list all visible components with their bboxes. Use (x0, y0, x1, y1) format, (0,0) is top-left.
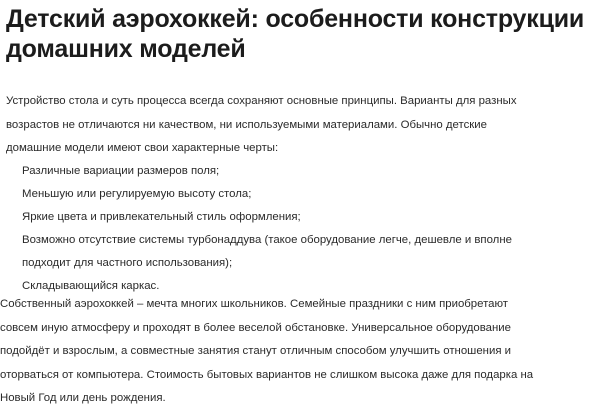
feature-item-folding-frame: Складывающийся каркас. (22, 280, 160, 292)
feature-item-field-size: Различные вариации размеров поля; (22, 165, 220, 177)
closing-paragraph (0, 293, 598, 411)
closing-line-5: Новый Год или день рождения. (0, 392, 166, 404)
feature-item-table-height: Меньшую или регулируемую высоту стола; (22, 188, 252, 200)
article-title-line-2: домашних моделей (6, 35, 246, 63)
features-list (22, 160, 582, 298)
closing-line-2: совсем иную атмосферу и проходят в более веселой обстановке. Универсальное оборудование (0, 321, 511, 334)
closing-line-4: оторваться от компьютера. Стоимость бытовых вариантов не слишком высока даже для подарка на (0, 368, 534, 381)
feature-item-turbo-system-continued: подходит для частного использования); (22, 257, 233, 269)
intro-paragraph (6, 90, 581, 161)
feature-item-colors: Яркие цвета и привлекательный стиль оформления; (22, 211, 301, 223)
article-title (6, 4, 596, 64)
intro-line-2: возрастов не отличаются ни качеством, ни используемыми материалами. Обычно детские (6, 118, 487, 131)
intro-line-1: Устройство стола и суть процесса всегда сохраняют основные принципы. Варианты для разных (6, 95, 517, 107)
closing-line-1: Собственный аэрохоккей – мечта многих школьников. Семейные праздники с ним приобретают (0, 298, 509, 310)
article-title-line-1: Детский аэрохоккей: особенности конструкции (6, 5, 585, 33)
closing-line-3: подойдёт и взрослым, а совместные занятия станут отличным способом улучшить отношения и (0, 345, 512, 357)
feature-item-turbo-system: Возможно отсутствие системы турбонаддува (такое оборудование легче, дешевле и вполне (22, 234, 512, 246)
intro-line-3: домашние модели имеют свои характерные черты: (6, 142, 279, 154)
